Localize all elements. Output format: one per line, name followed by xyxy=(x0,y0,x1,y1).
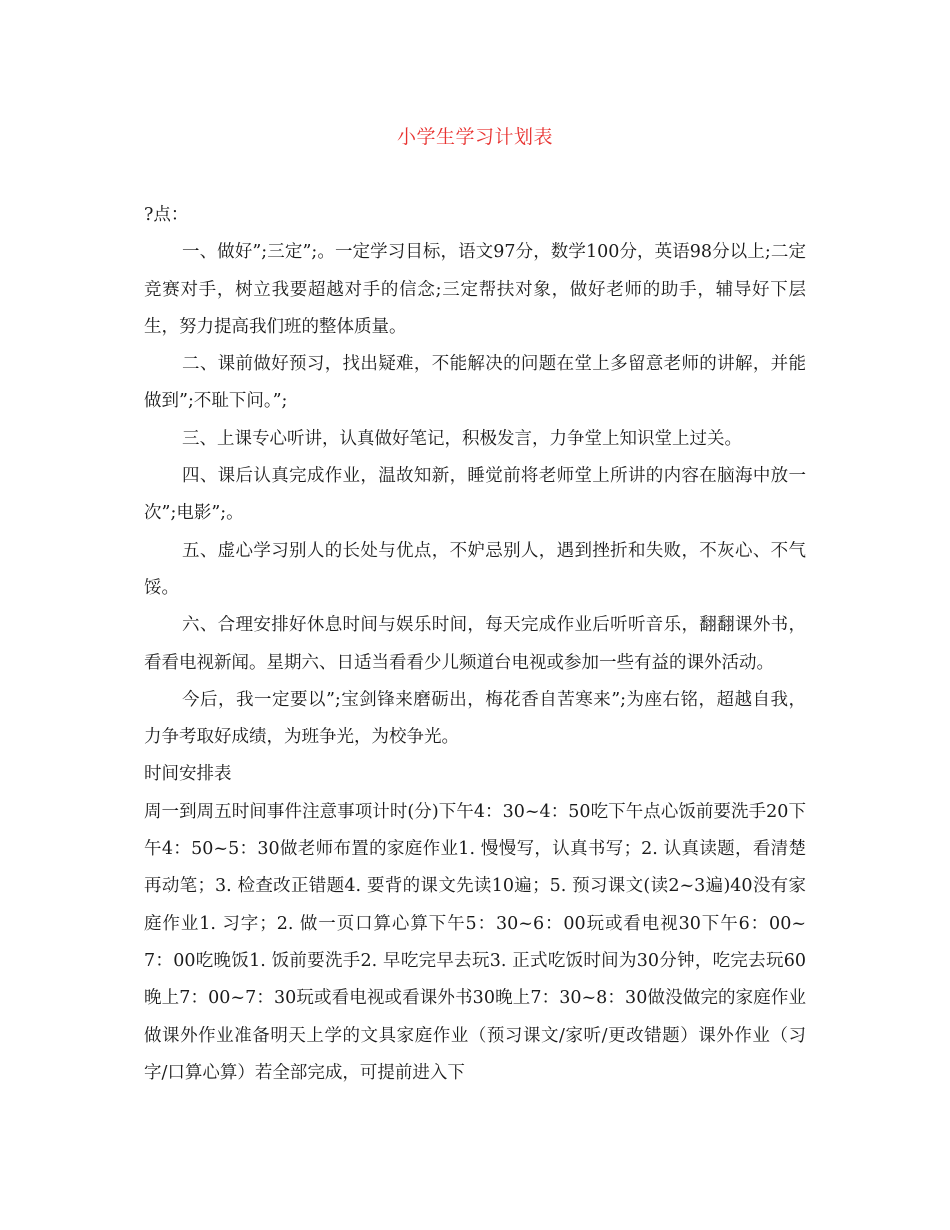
section-heading: ?点： xyxy=(144,205,189,225)
schedule-text: 周一到周五时间事件注意事项计时(分)下午4：30~4：50吃下午点心饭前要洗手20下午4：50~5：30做老师布置的家庭作业1. 慢慢写，认真书写；2. 认真读题，看清楚再动笔；3. 检查改正错题4. 要背的课文先读10遍；5. 预习课文(读2~3遍)40没有家庭作业1. 习字；2. 做一页口算心算下午5：30~6：00玩或看电视30下午6：00~7：00吃晚饭1. 饭前要洗手2. 早吃完早去玩3. 正式吃饭时间为30分钟，吃完去玩60晚上7：00~7：30玩或看电视或看课外书30晚上7：30~8：30做没做完的家庭作业做课外作业准备明天上学的文具家庭作业（预习课文/家听/更改错题）课外作业（习字/口算心算）若全部完成，可提前进入下 xyxy=(144,801,806,1083)
paragraph-4: 四、课后认真完成作业，温故知新，睡觉前将老师堂上所讲的内容在脑海中放一次”;电影”;。 xyxy=(144,466,806,524)
paragraph-conclusion: 今后，我一定要以”;宝剑锋来磨砺出，梅花香自苦寒来”;为座右铭，超越自我，力争考取好成绩，为班争光，为校争光。 xyxy=(144,689,806,748)
paragraph-6: 六、合理安排好休息时间与娱乐时间，每天完成作业后听听音乐，翻翻课外书，看看电视新闻。星期六、日适当看看少儿频道台电视或参加一些有益的课外活动。 xyxy=(144,615,806,673)
paragraph-2: 二、课前做好预习，找出疑难，不能解决的问题在堂上多留意老师的讲解，并能做到”;不耻下问。”; xyxy=(144,354,806,412)
paragraph-1: 一、做好”;三定”;。一定学习目标，语文97分，数学100分，英语98分以上;二定竞赛对手，树立我要超越对手的信念;三定帮扶对象，做好老师的助手，辅导好下层生，努力提高我们班的整体质量。 xyxy=(144,242,806,337)
page-title: 小学生学习计划表 xyxy=(396,126,553,148)
paragraph-3: 三、上课专心听讲，认真做好笔记，积极发言，力争堂上知识堂上过关。 xyxy=(182,428,742,449)
document-body xyxy=(144,197,806,1092)
paragraph-5: 五、虚心学习别人的长处与优点，不妒忌别人，遇到挫折和失败，不灰心、不气馁。 xyxy=(144,540,806,598)
schedule-heading: 时间安排表 xyxy=(144,764,232,785)
